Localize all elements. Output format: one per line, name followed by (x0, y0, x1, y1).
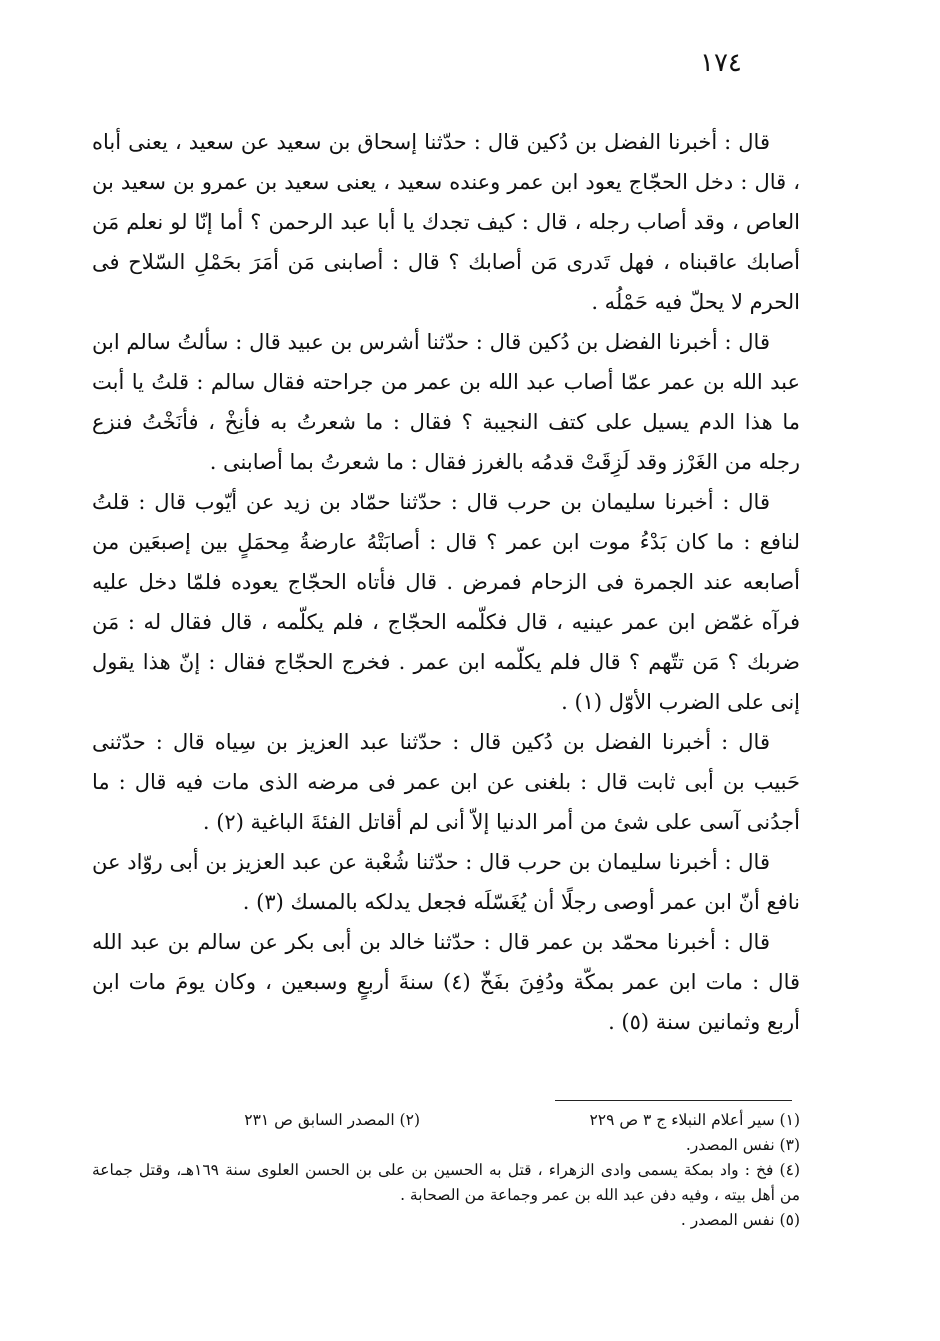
footnote-3: (٣) نفس المصدر. (685, 1136, 800, 1154)
footnote-row (92, 1108, 800, 1133)
paragraph: قال : أخبرنا الفضل بن دُكين قال : حدّثنا أشرس بن عبيد قال : سألتُ سالم ابن عبد الله بن عمر عمّا أصاب عبد الله بن عمر من جراحته فقال سالم : قلتُ يا أبت ما هذا الدم يسيل على كتف النجيبة ؟ فقال : ما شعرتُ به فأنِخْ ، فأنَخْتُ فنزع رجله من الغَرْز وقد لَزِقَتْ قدمُه بالغرز فقال : ما شعرتُ بما أصابنى . (92, 330, 800, 474)
footnote-divider (555, 1100, 792, 1101)
paragraph: قال : أخبرنا سليمان بن حرب قال : حدّثنا شُعْبة عن عبد العزيز بن أبى روّاد عن نافع أنّ ابن عمر أوصى رجلًا أن يُغَسّلَه فجعل يدلكه بالمسك (٣) . (92, 850, 800, 914)
paragraph: قال : أخبرنا الفضل بن دُكين قال : حدّثنا إسحاق بن سعيد عن سعيد ، يعنى أباه ، قال : دخل الحجّاج يعود ابن عمر وعنده سعيد ، يعنى سعيد بن عمرو بن سعيد بن العاص ، وقد أصاب رجله ، قال : كيف تجدك يا أبا عبد الرحمن ؟ أما إنّا لو نعلم مَن أصابك عاقبناه ، فهل تَدرى مَن أصابك ؟ قال : أصابنى مَن أمَرَ بحَمْلِ السّلاح فى الحرم لا يحلّ فيه حَمْلُه . (92, 130, 800, 314)
footnote-5: (٥) نفس المصدر . (680, 1211, 800, 1229)
footnotes (92, 1108, 800, 1233)
paragraph: قال : أخبرنا سليمان بن حرب قال : حدّثنا حمّاد بن زيد عن أيّوب قال : قلتُ لنافع : ما كان بَدْءُ موت ابن عمر ؟ قال : أصابَتْهُ عارضةُ مِحمَلٍ بين إصبعَين من أصابعه عند الجمرة فى الزحام فمرض . قال فأتاه الحجّاج يعوده فلمّا دخل عليه فرآه غمّض ابن عمر عينيه ، قال فكلّمه الحجّاج ، فلم يكلّمه ، قال فقال له : مَن ضربك ؟ مَن تتّهم ؟ قال فلم يكلّمه ابن عمر . فخرج الحجّاج فقال : إنّ هذا يقول إنى على الضرب الأوّل (١) . (92, 490, 800, 714)
body-text (92, 122, 800, 1042)
footnote-4: (٤) فخ : واد بمكة يسمى وادى الزهراء ، قتل به الحسين بن على بن الحسن العلوى سنة ١٦٩هـ، وقتل جماعة من أهل بيته ، وفيه دفن عبد الله بن عمر وجماعة من الصحابة . (92, 1161, 800, 1204)
paragraph: قال : أخبرنا محمّد بن عمر قال : حدّثنا خالد بن أبى بكر عن سالم بن عبد الله قال : مات ابن عمر بمكّة ودُفِنَ بفَخّ (٤) سنةَ أربعٍ وسبعين ، وكان يومَ مات ابن أربع وثمانين سنة (٥) . (92, 930, 801, 1034)
page-number: ١٧٤ (700, 48, 742, 78)
footnote-1: (١) سير أعلام النبلاء ج ٣ ص ٢٢٩ (589, 1111, 800, 1129)
paragraph: قال : أخبرنا الفضل بن دُكين قال : حدّثنا عبد العزيز بن سِياه قال : حدّثنى حَبيب بن أبى ثابت قال : بلغنى عن ابن عمر فى مرضه الذى مات فيه قال : ما أجدُنى آسى على شئ من أمر الدنيا إلاّ أنى لم أقاتل الفئةَ الباغية (٢) . (92, 730, 800, 834)
footnote-2: (٢) المصدر السابق ص ٢٣١ (244, 1111, 420, 1129)
